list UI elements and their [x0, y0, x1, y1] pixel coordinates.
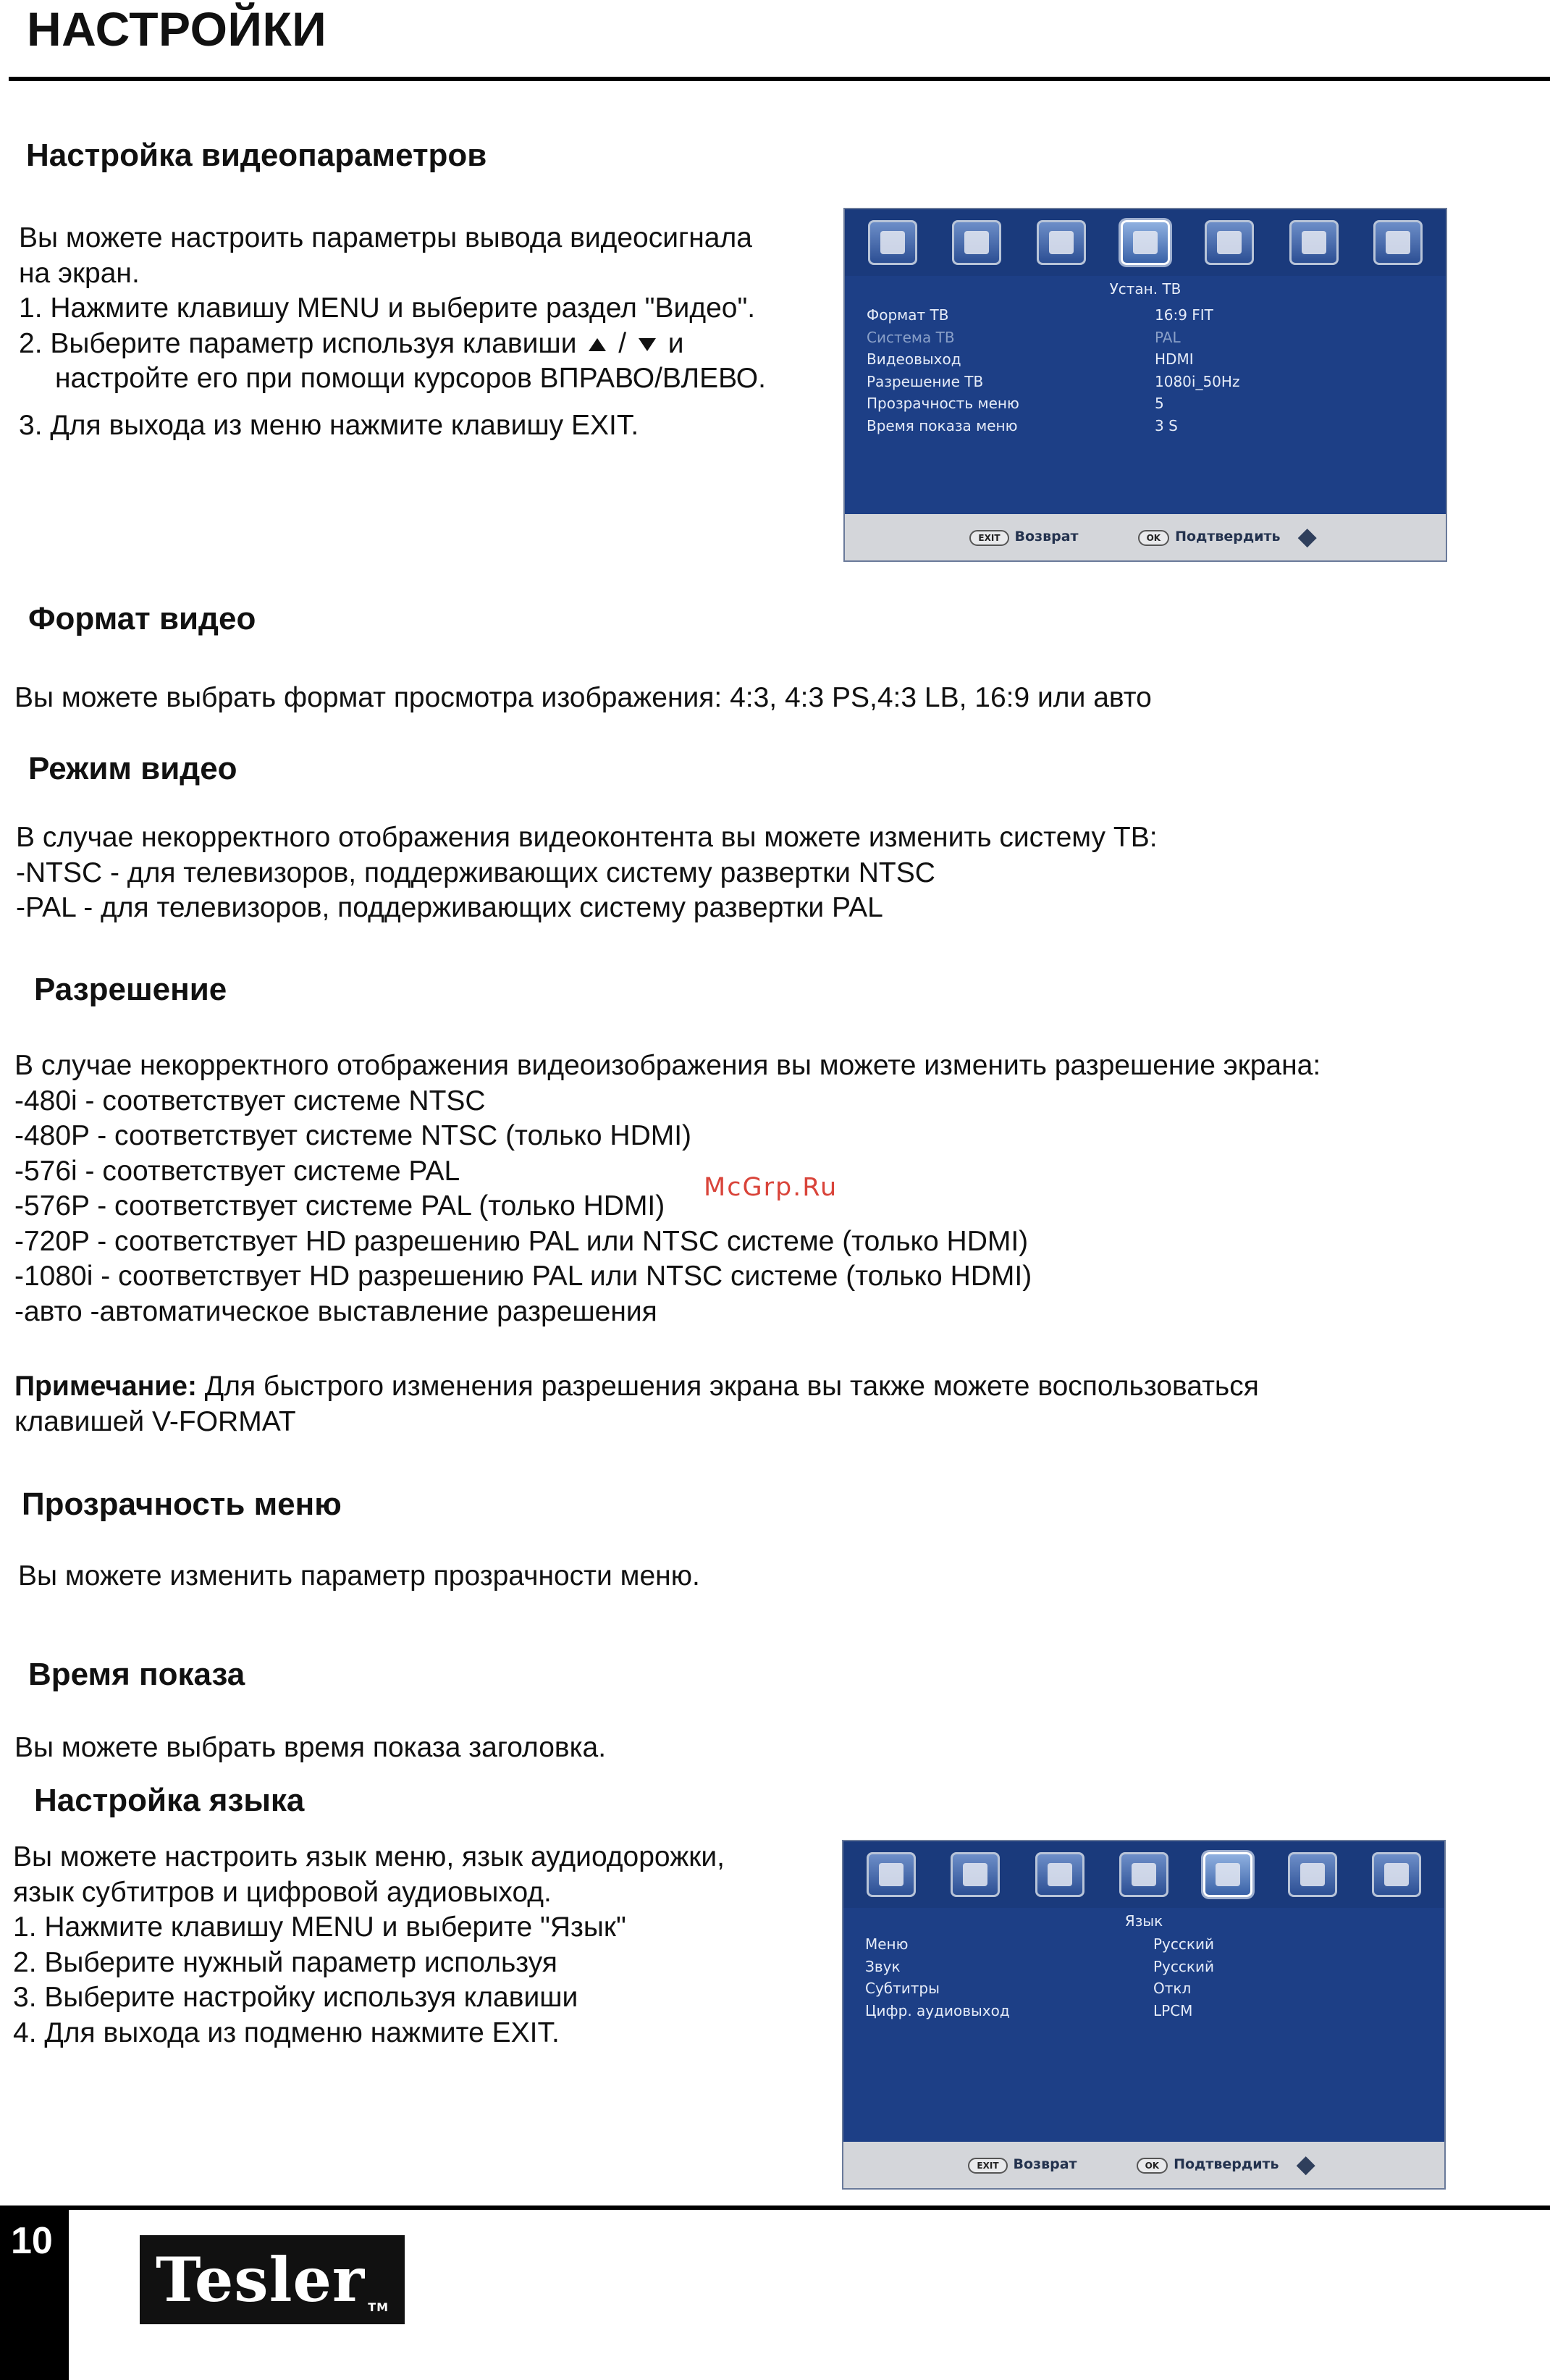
osd-video-screen — [843, 208, 1447, 562]
navigation-pad-icon — [1295, 2153, 1320, 2177]
ok-key-icon: OK — [1137, 2158, 1168, 2174]
clock-tab-icon — [1035, 1852, 1084, 1897]
osd-tab-title: Устан. ТВ — [1109, 280, 1182, 298]
osd-settings-list — [867, 304, 1431, 437]
picture-tab-icon — [951, 1852, 1000, 1897]
page-title: НАСТРОЙКИ — [27, 2, 327, 56]
osd-row: Цифр. аудиовыход LPCM — [865, 2001, 1193, 2019]
media-tab-icon — [1372, 1852, 1421, 1897]
video-mode-text — [16, 820, 1158, 926]
text-line: 2. Выберите параметр используя клавиши / и — [19, 327, 684, 359]
language-text — [13, 1840, 725, 2051]
text-line: Вы можете настроить язык меню, язык аудиодорожки, — [13, 1841, 725, 1872]
osd-row: Система ТВ PAL — [867, 328, 1181, 346]
osd-row: Время показа меню 3 S — [867, 416, 1178, 434]
language-tab-icon — [1205, 220, 1254, 265]
tv-settings-tab-icon — [1121, 220, 1170, 265]
heading-language: Настройка языка — [34, 1783, 305, 1818]
watermark: McGrp.Ru — [704, 1173, 838, 1202]
down-arrow-icon — [639, 338, 656, 351]
text-line: -480P - соответствует системе NTSC (только HDMI) — [14, 1120, 692, 1151]
media-tab-icon — [1373, 220, 1423, 265]
text-line: -576P - соответствует системе PAL (только HDMI) — [14, 1190, 665, 1221]
audio-tab-icon — [1288, 1852, 1337, 1897]
osd-row: Звук Русский — [865, 1957, 1214, 1975]
text-line: -720P - соответствует HD разрешению PAL или NTSC системе (только HDMI) — [14, 1225, 1029, 1257]
text-line: -PAL - для телевизоров, поддерживающих систему развертки PAL — [16, 892, 883, 923]
osd-settings-list — [865, 1933, 1430, 2022]
resolution-note: Примечание: Для быстрого изменения разрешения экрана вы также можете воспользоваться клавишей V-FORMAT — [14, 1371, 1259, 1437]
osd-icon-bar — [843, 1841, 1444, 1908]
brand-logo: Tesler TM — [140, 2235, 405, 2324]
text-line: 3. Для выхода из меню нажмите клавишу EXIT. — [19, 409, 639, 441]
osd-row: Видеовыход HDMI — [867, 350, 1194, 369]
heading-resolution: Разрешение — [34, 972, 227, 1007]
osd-language-screen — [842, 1840, 1446, 2190]
page-number: 10 — [11, 2220, 53, 2262]
system-tab-icon — [868, 220, 917, 265]
text-line: -1080i - соответствует HD разрешению PAL или NTSC системе (только HDMI) — [14, 1261, 1032, 1292]
osd-row: Субтитры Откл — [865, 1980, 1192, 1998]
display-time-text: Вы можете выбрать время показа заголовка. — [14, 1732, 607, 1763]
text-line: 3. Выберите настройку используя клавиши — [13, 1982, 578, 2013]
text-line: 2. Выберите нужный параметр используя — [13, 1946, 557, 1978]
header-rule — [9, 77, 1550, 81]
heading-video-settings: Настройка видеопараметров — [26, 138, 487, 173]
heading-display-time: Время показа — [28, 1657, 245, 1692]
text-line: настройте его при помощи курсоров ВПРАВО/ВЛЕВО. — [55, 363, 766, 394]
heading-video-format: Формат видео — [28, 601, 256, 636]
text-line: язык субтитров и цифровой аудиовыход. — [13, 1876, 552, 1908]
heading-transparency: Прозрачность меню — [22, 1487, 342, 1522]
osd-icon-bar — [845, 209, 1446, 276]
video-settings-text — [19, 221, 766, 443]
resolution-text — [14, 1048, 1321, 1329]
text-line: В случае некорректного отображения видеоконтента вы можете изменить систему ТВ: — [16, 822, 1158, 853]
exit-key-icon: EXIT — [969, 530, 1008, 546]
exit-key-icon: EXIT — [968, 2158, 1007, 2174]
text-line: -480i - соответствует системе NTSC — [14, 1085, 486, 1117]
osd-row: Меню Русский — [865, 1935, 1214, 1954]
text-line: 1. Нажмите клавишу MENU и выберите раздел "Видео". — [19, 293, 756, 324]
text-line: В случае некорректного отображения видеоизображения вы можете изменить разрешение экрана: — [14, 1050, 1321, 1081]
text-line: -576i - соответствует системе PAL — [14, 1155, 460, 1187]
picture-tab-icon — [952, 220, 1001, 265]
text-line: 4. Для выхода из подменю нажмите EXIT. — [13, 2017, 560, 2048]
heading-video-mode: Режим видео — [28, 751, 237, 786]
osd-row: Разрешение ТВ 1080i_50Hz — [867, 372, 1240, 390]
osd-footer: EXIT Возврат OK Подтвердить ◆ — [843, 2142, 1444, 2188]
text-line: 1. Нажмите клавишу MENU и выберите "Язык" — [13, 1912, 626, 1943]
navigation-pad-icon — [1297, 525, 1321, 550]
ok-key-icon: OK — [1138, 530, 1170, 546]
text-line: -NTSC - для телевизоров, поддерживающих систему развертки NTSC — [16, 857, 935, 888]
tv-settings-tab-icon — [1119, 1852, 1168, 1897]
text-line: на экран. — [19, 257, 140, 289]
osd-tab-title: Язык — [1124, 1912, 1163, 1930]
osd-row: Формат ТВ 16:9 FIT — [867, 306, 1213, 324]
text-line: -авто -автоматическое выставление разрешения — [14, 1295, 657, 1327]
up-arrow-icon — [589, 338, 606, 351]
video-format-text: Вы можете выбрать формат просмотра изображения: 4:3, 4:3 PS,4:3 LB, 16:9 или авто — [14, 682, 1152, 713]
transparency-text: Вы можете изменить параметр прозрачности меню. — [18, 1560, 700, 1591]
osd-footer: EXIT Возврат OK Подтвердить ◆ — [845, 514, 1446, 560]
audio-tab-icon — [1289, 220, 1339, 265]
clock-tab-icon — [1037, 220, 1086, 265]
osd-row: Прозрачность меню 5 — [867, 395, 1164, 413]
text-line: Вы можете настроить параметры вывода видеосигнала — [19, 222, 752, 253]
language-tab-icon — [1203, 1852, 1252, 1897]
system-tab-icon — [867, 1852, 916, 1897]
footer-rule — [0, 2206, 1550, 2210]
